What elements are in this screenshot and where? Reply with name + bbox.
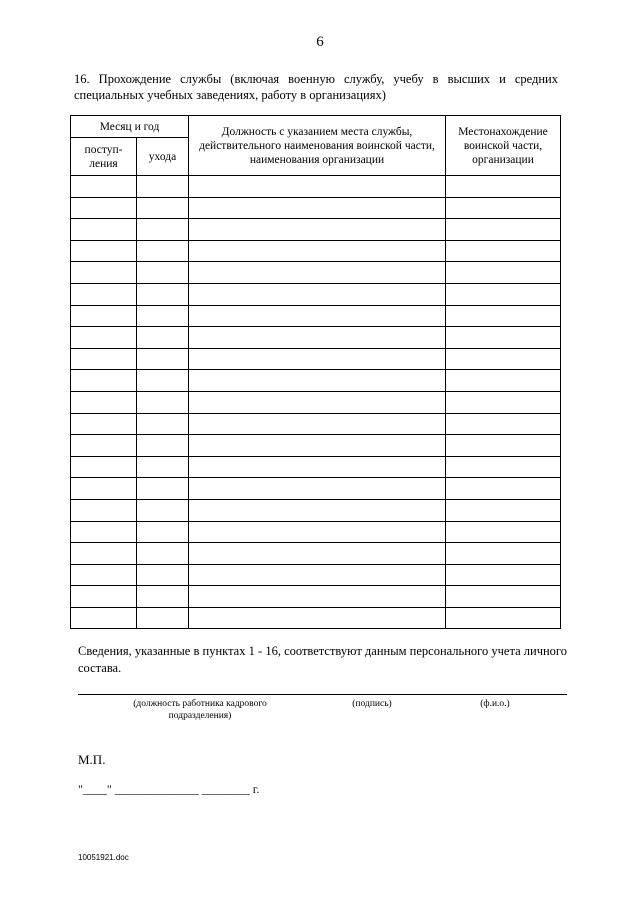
- cell-location: [446, 219, 561, 241]
- cell-location: [446, 521, 561, 543]
- cell-location: [446, 262, 561, 284]
- cell-entry-date: [71, 240, 137, 262]
- cell-entry-date: [71, 543, 137, 565]
- signature-line: [78, 694, 567, 695]
- cell-location: [446, 586, 561, 608]
- cell-location: [446, 435, 561, 457]
- cell-position: [189, 370, 446, 392]
- header-entry: поступ-ления: [71, 138, 137, 176]
- cell-exit-date: [137, 197, 189, 219]
- table-row: [71, 456, 561, 478]
- cell-position: [189, 240, 446, 262]
- cell-exit-date: [137, 413, 189, 435]
- cell-location: [446, 564, 561, 586]
- name-caption: (ф.и.о.): [480, 699, 510, 709]
- table-row: [71, 607, 561, 629]
- cell-exit-date: [137, 348, 189, 370]
- cell-location: [446, 240, 561, 262]
- cell-location: [446, 348, 561, 370]
- cell-entry-date: [71, 607, 137, 629]
- table-row: [71, 564, 561, 586]
- cell-position: [189, 219, 446, 241]
- position-caption: (должность работника кадрового подразделения): [133, 699, 267, 721]
- cell-position: [189, 305, 446, 327]
- cell-position: [189, 586, 446, 608]
- cell-position: [189, 262, 446, 284]
- cell-position: [189, 176, 446, 198]
- cell-position: [189, 327, 446, 349]
- table-row: [71, 391, 561, 413]
- stamp-placeholder: М.П.: [78, 752, 106, 767]
- cell-exit-date: [137, 219, 189, 241]
- cell-exit-date: [137, 176, 189, 198]
- cell-location: [446, 370, 561, 392]
- cell-position: [189, 197, 446, 219]
- table-row: [71, 413, 561, 435]
- cell-entry-date: [71, 499, 137, 521]
- table-row: [71, 348, 561, 370]
- cell-entry-date: [71, 478, 137, 500]
- cell-position: [189, 348, 446, 370]
- header-location: Местонахождение воинской части, организации: [446, 116, 561, 176]
- cell-location: [446, 543, 561, 565]
- header-month-year: Месяц и год: [71, 116, 189, 138]
- cell-exit-date: [137, 327, 189, 349]
- cell-entry-date: [71, 435, 137, 457]
- table-row: [71, 435, 561, 457]
- footer-filename: 10051921.doc: [78, 853, 129, 862]
- cell-entry-date: [71, 370, 137, 392]
- cell-location: [446, 327, 561, 349]
- cell-location: [446, 176, 561, 198]
- table-row: [71, 283, 561, 305]
- cell-entry-date: [71, 305, 137, 327]
- table-row: [71, 370, 561, 392]
- section-heading: 16. Прохождение службы (включая военную службу, учебу в высших и средних специальных учебных заведениях, работу в организациях): [74, 72, 558, 102]
- cell-position: [189, 391, 446, 413]
- table-row: [71, 521, 561, 543]
- cell-position: [189, 283, 446, 305]
- cell-exit-date: [137, 370, 189, 392]
- table-row: [71, 240, 561, 262]
- table-row: [71, 176, 561, 198]
- cell-entry-date: [71, 197, 137, 219]
- table-row: [71, 543, 561, 565]
- header-position: Должность с указанием места службы, действительного наименования воинской части, наименования организации: [189, 116, 446, 176]
- cell-exit-date: [137, 478, 189, 500]
- cell-exit-date: [137, 543, 189, 565]
- service-history-table: [70, 115, 561, 629]
- signature-caption: (подпись): [352, 699, 392, 709]
- cell-location: [446, 478, 561, 500]
- cell-position: [189, 543, 446, 565]
- page-number: 6: [316, 34, 324, 50]
- table-row: [71, 262, 561, 284]
- cell-entry-date: [71, 564, 137, 586]
- cell-location: [446, 607, 561, 629]
- verification-statement: Сведения, указанные в пунктах 1 - 16, соответствуют данным персонального учета личного состава.: [78, 644, 567, 675]
- cell-exit-date: [137, 499, 189, 521]
- cell-position: [189, 478, 446, 500]
- cell-exit-date: [137, 305, 189, 327]
- cell-location: [446, 283, 561, 305]
- cell-position: [189, 456, 446, 478]
- cell-location: [446, 391, 561, 413]
- cell-location: [446, 499, 561, 521]
- cell-exit-date: [137, 607, 189, 629]
- cell-entry-date: [71, 176, 137, 198]
- cell-exit-date: [137, 456, 189, 478]
- table-row: [71, 586, 561, 608]
- cell-exit-date: [137, 283, 189, 305]
- cell-location: [446, 305, 561, 327]
- cell-entry-date: [71, 586, 137, 608]
- cell-location: [446, 197, 561, 219]
- table-row: [71, 499, 561, 521]
- date-line: "____" ______________ ________ г.: [78, 782, 260, 796]
- cell-position: [189, 435, 446, 457]
- cell-position: [189, 521, 446, 543]
- cell-entry-date: [71, 327, 137, 349]
- cell-exit-date: [137, 262, 189, 284]
- table-row: [71, 478, 561, 500]
- cell-exit-date: [137, 586, 189, 608]
- cell-exit-date: [137, 521, 189, 543]
- cell-exit-date: [137, 564, 189, 586]
- cell-entry-date: [71, 391, 137, 413]
- table-row: [71, 305, 561, 327]
- cell-exit-date: [137, 240, 189, 262]
- cell-exit-date: [137, 435, 189, 457]
- cell-exit-date: [137, 391, 189, 413]
- cell-location: [446, 456, 561, 478]
- header-exit: ухода: [137, 138, 189, 176]
- table-row: [71, 327, 561, 349]
- cell-entry-date: [71, 219, 137, 241]
- cell-entry-date: [71, 521, 137, 543]
- table-row: [71, 219, 561, 241]
- cell-entry-date: [71, 283, 137, 305]
- cell-position: [189, 499, 446, 521]
- cell-position: [189, 607, 446, 629]
- table-row: [71, 197, 561, 219]
- cell-location: [446, 413, 561, 435]
- cell-entry-date: [71, 348, 137, 370]
- table-body: [71, 176, 561, 629]
- cell-entry-date: [71, 456, 137, 478]
- cell-entry-date: [71, 413, 137, 435]
- cell-entry-date: [71, 262, 137, 284]
- cell-position: [189, 564, 446, 586]
- cell-position: [189, 413, 446, 435]
